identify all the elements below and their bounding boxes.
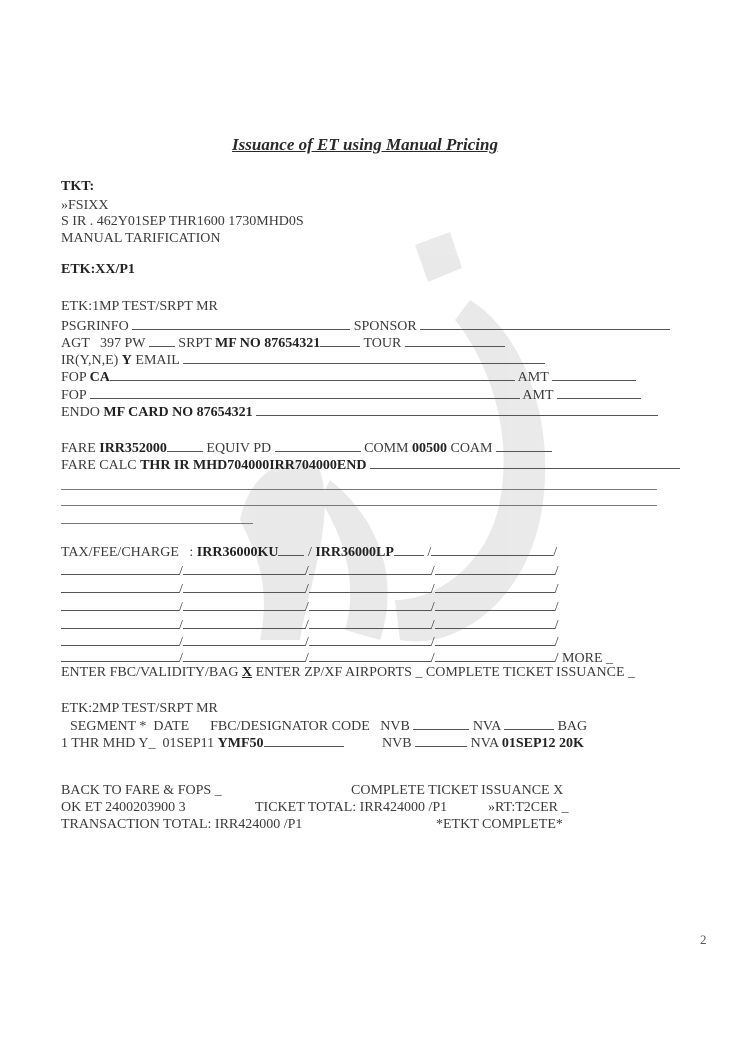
farecalc-field[interactable] [370, 456, 680, 469]
complete-issuance-option[interactable]: COMPLETE TICKET ISSUANCE _ [425, 665, 635, 680]
tax-cell[interactable] [309, 649, 431, 662]
col-bag: BAG [557, 719, 588, 734]
email-label: EMAIL [135, 353, 180, 368]
enter-zp-option[interactable]: ENTER ZP/XF AIRPORTS _ [255, 665, 423, 680]
amt1-label: AMT [517, 370, 549, 385]
tax-cell[interactable] [183, 633, 305, 646]
fare-field[interactable] [167, 439, 203, 452]
srpt-label: SRPT [178, 336, 212, 351]
agt-label: AGT 397 PW [61, 336, 146, 351]
equiv-label: EQUIV PD [206, 441, 272, 456]
tkt-segment: S IR . 462Y01SEP THR1600 1730MHD0S [61, 214, 304, 229]
tax-field-2[interactable] [394, 543, 424, 556]
tax-field-1[interactable] [278, 543, 304, 556]
fop2-row [61, 386, 641, 404]
etkt-complete-status: *ETKT COMPLETE* [436, 817, 563, 832]
page-title: Issuance of ET using Manual Pricing [232, 135, 498, 154]
tax-cell[interactable] [61, 598, 179, 611]
segment-prefix: 1 THR MHD Y_ 01SEP11 [61, 736, 215, 751]
amt2-label: AMT [522, 388, 554, 403]
segment-nva-label: NVA [470, 736, 499, 751]
tax-cell[interactable] [309, 598, 431, 611]
tkt-manual: MANUAL TARIFICATION [61, 231, 221, 246]
tax-cell[interactable] [61, 580, 179, 593]
tkt-command: »FSIXX [61, 198, 109, 213]
fare-label: FARE [61, 441, 96, 456]
page-number: 2 [700, 932, 707, 947]
farecalc-row [61, 456, 680, 474]
tax-cell[interactable] [435, 616, 555, 629]
tax-row-2: / / / / [61, 562, 559, 580]
amt2-field[interactable] [557, 386, 641, 399]
tax-row-4: / / / / [61, 598, 559, 616]
tax-row-3: / / / / [61, 580, 559, 598]
back-to-fare-option[interactable]: BACK TO FARE & FOPS _ [61, 783, 222, 798]
tax-cell[interactable] [309, 562, 431, 575]
fop1-field[interactable] [110, 368, 515, 381]
tax-cell[interactable] [61, 616, 179, 629]
tax-cell[interactable] [183, 562, 305, 575]
coam-field[interactable] [496, 439, 552, 452]
sponsor-label: SPONSOR [353, 319, 417, 334]
psginfo-row [61, 317, 670, 335]
etk-heading: ETK:XX/P1 [61, 262, 135, 277]
tax-cell[interactable] [183, 598, 305, 611]
ir-value: Y [121, 353, 132, 368]
tax-cell[interactable] [435, 580, 555, 593]
col-segment-date: SEGMENT * DATE [70, 719, 190, 734]
email-field[interactable] [183, 351, 545, 364]
endo-row [61, 403, 658, 421]
farecalc-label: FARE CALC [61, 458, 137, 473]
tax-cell[interactable] [61, 649, 179, 662]
tax-cell[interactable] [309, 633, 431, 646]
segment-nva-value: 01SEP12 20K [501, 736, 584, 751]
fop2-field[interactable] [90, 386, 520, 399]
rt-command[interactable]: »RT:T2CER _ [488, 800, 569, 815]
agt-field[interactable] [149, 334, 175, 347]
form1-header: ETK:1MP TEST/SRPT MR [61, 299, 218, 314]
form2-header: ETK:2MP TEST/SRPT MR [61, 701, 218, 716]
enter-fbc-option[interactable]: ENTER FBC/VALIDITY/BAG [61, 665, 239, 680]
srpt-value: MF NO 87654321 [215, 336, 321, 351]
tax-cell[interactable] [183, 616, 305, 629]
tax-field-3[interactable] [431, 543, 553, 556]
psginfo-field[interactable] [132, 317, 350, 330]
ir-label: IR(Y,N,E) [61, 353, 119, 368]
tax-cell[interactable] [183, 649, 305, 662]
srpt-field[interactable] [320, 334, 360, 347]
agt-row [61, 334, 505, 352]
tax-row-1: TAX/FEE/CHARGE : IRR36000KU / IRR36000LP / / [61, 545, 558, 560]
coam-label: COAM [450, 441, 493, 456]
tax-cell[interactable] [309, 580, 431, 593]
equiv-field[interactable] [275, 439, 361, 452]
tour-field[interactable] [405, 334, 505, 347]
farecalc-line-4[interactable] [61, 523, 253, 524]
more-link[interactable]: / MORE _ [554, 651, 614, 666]
form2-column-header [70, 717, 587, 735]
ok-ticket-number: OK ET 2400203900 3 [61, 800, 186, 815]
ticket-total: TICKET TOTAL: IRR424000 /P1 [255, 800, 448, 815]
nvb-header-field[interactable] [413, 717, 469, 730]
tax-cell[interactable] [435, 598, 555, 611]
fop1-value: CA [89, 370, 110, 385]
tkt-label: TKT: [61, 179, 95, 194]
fare-value: IRR352000 [99, 441, 167, 456]
fop1-label: FOP [61, 370, 87, 385]
enter-fbc-mark: X [241, 665, 253, 680]
tax-row-5: / / / / [61, 616, 559, 634]
comm-label: COMM [364, 441, 409, 456]
tax-cell[interactable] [309, 616, 431, 629]
segment-nvb-field[interactable] [415, 734, 467, 747]
tax-cell[interactable] [61, 562, 179, 575]
tax-value-1: IRR36000KU [196, 545, 279, 560]
tax-cell[interactable] [61, 633, 179, 646]
tax-value-2: IRR36000LP [315, 545, 394, 560]
tax-row-6: / / / / [61, 633, 559, 651]
tax-cell[interactable] [435, 562, 555, 575]
endo-label: ENDO [61, 405, 100, 420]
ir-row [61, 351, 545, 369]
farecalc-line-2[interactable] [61, 489, 657, 490]
form2-segment-row [61, 734, 584, 752]
col-nva: NVA [472, 719, 501, 734]
final-row-1 [61, 783, 222, 799]
fare-row [61, 439, 552, 457]
col-nvb: NVB [380, 719, 410, 734]
sponsor-field[interactable] [420, 317, 670, 330]
segment-fbc-field[interactable] [264, 734, 344, 747]
col-fbc: FBC/DESIGNATOR CODE [210, 719, 370, 734]
endo-field[interactable] [256, 403, 658, 416]
psginfo-label: PSGRINFO [61, 319, 129, 334]
tax-cell[interactable] [183, 580, 305, 593]
transaction-total: TRANSACTION TOTAL: IRR424000 /P1 [61, 817, 303, 832]
endo-value: MF CARD NO 87654321 [103, 405, 253, 420]
segment-nvb-label: NVB [382, 736, 412, 751]
nva-header-field[interactable] [504, 717, 554, 730]
fop1-row [61, 368, 636, 386]
tax-cell[interactable] [435, 633, 555, 646]
tax-row-7: / / / / MORE _ [61, 649, 613, 667]
options-row [61, 665, 635, 681]
tax-cell[interactable] [435, 649, 555, 662]
final-complete-option[interactable]: COMPLETE TICKET ISSUANCE X [351, 783, 564, 798]
comm-value: 00500 [411, 441, 447, 456]
fop2-label: FOP [61, 388, 87, 403]
farecalc-value: THR IR MHD704000IRR704000END [140, 458, 367, 473]
amt1-field[interactable] [552, 368, 636, 381]
farecalc-line-3[interactable] [61, 505, 657, 506]
tax-label: TAX/FEE/CHARGE [61, 545, 179, 560]
tour-label: TOUR [363, 336, 402, 351]
segment-fbc: YMF50 [217, 736, 264, 751]
